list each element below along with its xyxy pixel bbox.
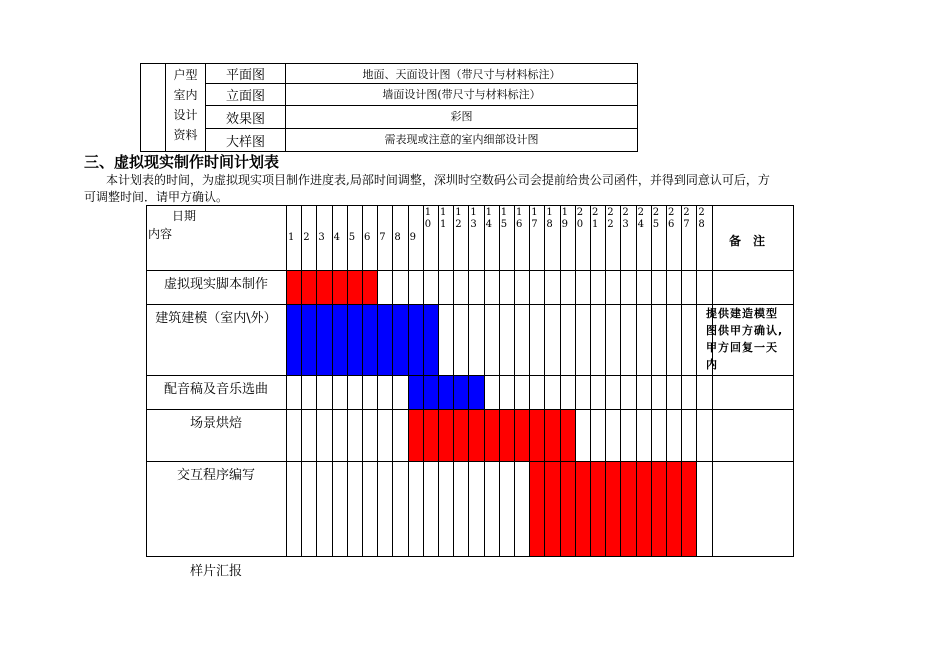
grid-line (651, 205, 652, 557)
paragraph-line-2: 可调整时间．请甲方确认。 (84, 190, 229, 204)
gantt-chart (146, 205, 794, 579)
day-label: 2 1 (592, 207, 599, 230)
task-name: 样片汇报 (189, 564, 242, 579)
day-label: 1 5 (500, 207, 508, 230)
grid-line (286, 205, 287, 557)
task-name: 配音稿及音乐选曲 (163, 382, 268, 397)
grid-line (514, 205, 515, 557)
header-date: 日期 (172, 209, 197, 223)
task-name: 场景烘焙 (189, 416, 242, 431)
grid-line (666, 205, 667, 557)
grid-line (590, 205, 591, 557)
day-label: 2 (303, 232, 310, 243)
grid-line (423, 205, 424, 557)
gantt-bar (408, 409, 575, 461)
day-label: 3 (318, 232, 325, 243)
day-label: 2 0 (576, 207, 584, 230)
day-label: 1 6 (516, 207, 523, 230)
grid-line (544, 205, 545, 557)
day-label: 8 (394, 232, 401, 243)
row-desc: 需表现或注意的室内细部设计图 (286, 129, 638, 152)
gantt-bar (408, 375, 484, 409)
header-notes: 备 注 (729, 234, 766, 248)
day-label: 1 (288, 232, 295, 243)
day-label: 1 4 (485, 207, 492, 230)
row-name: 平面图 (206, 64, 286, 84)
grid-line (575, 205, 576, 557)
day-label: 5 (348, 232, 356, 243)
blank-cell (141, 64, 166, 152)
grid-line (696, 205, 697, 557)
day-label: 2 8 (698, 207, 705, 230)
grid-line (453, 205, 454, 557)
grid-line (529, 205, 530, 557)
task-name: 虚拟现实脚本制作 (163, 277, 268, 292)
day-label: 7 (379, 232, 386, 243)
row-desc: 彩图 (286, 106, 638, 129)
day-label: 2 3 (622, 207, 629, 230)
row-desc: 地面、天面设计图（带尺寸与材料标注） (286, 64, 638, 84)
grid-line (484, 205, 485, 557)
grid-line (468, 205, 469, 557)
row-name: 效果图 (206, 106, 286, 129)
paragraph-line-1: 本计划表的时间，为虚拟现实项目制作进度表,局部时间调整，深圳时空数码公司会提前给贵公司函件，并得到同意认可后，方 (106, 173, 770, 187)
grid-line (620, 205, 621, 557)
task-note: 提供建造模型图供甲方确认,甲方回复一天内 (706, 307, 784, 371)
grid-line (362, 205, 363, 557)
day-label: 1 0 (424, 207, 432, 230)
row-name: 大样图 (206, 129, 286, 152)
day-label: 1 1 (440, 207, 447, 230)
gantt-bar (529, 461, 696, 557)
grid-line (605, 205, 606, 557)
grid-line (636, 205, 637, 557)
day-label: 1 9 (561, 207, 568, 230)
grid-line (560, 205, 561, 557)
grid-line (347, 205, 348, 557)
grid-line (408, 205, 409, 557)
row-name: 立面图 (206, 84, 286, 106)
grid-line (377, 205, 378, 557)
day-label: 2 2 (607, 207, 614, 230)
day-label: 9 (409, 232, 416, 243)
section-label-text: 户型 室内 设计 资料 (173, 68, 198, 142)
day-label: 4 (333, 232, 340, 243)
grid-line (681, 205, 682, 557)
grid-line (793, 205, 794, 557)
day-label: 2 4 (637, 207, 644, 230)
grid-line (712, 205, 713, 557)
day-label: 1 2 (455, 207, 462, 230)
section-label (166, 64, 206, 152)
task-name: 交互程序编写 (176, 468, 255, 483)
grid-line (316, 205, 317, 557)
grid-line (499, 205, 500, 557)
grid-line (332, 205, 333, 557)
section-title: 三、虚拟现实制作时间计划表 (84, 153, 280, 171)
header-content: 内容 (148, 227, 173, 241)
day-label: 1 7 (531, 207, 538, 230)
grid-line (438, 205, 439, 557)
design-materials-table (140, 63, 638, 152)
day-label: 1 8 (546, 207, 553, 230)
day-label: 2 7 (683, 207, 690, 230)
row-desc: 墙面设计图(带尺寸与材料标注） (286, 84, 638, 106)
grid-line (301, 205, 302, 557)
grid-line (392, 205, 393, 557)
day-label: 2 5 (652, 207, 660, 230)
task-name: 建筑建模（室内\外） (155, 311, 277, 326)
day-label: 1 3 (470, 207, 477, 230)
day-label: 6 (364, 232, 371, 243)
day-label: 2 6 (668, 207, 675, 230)
